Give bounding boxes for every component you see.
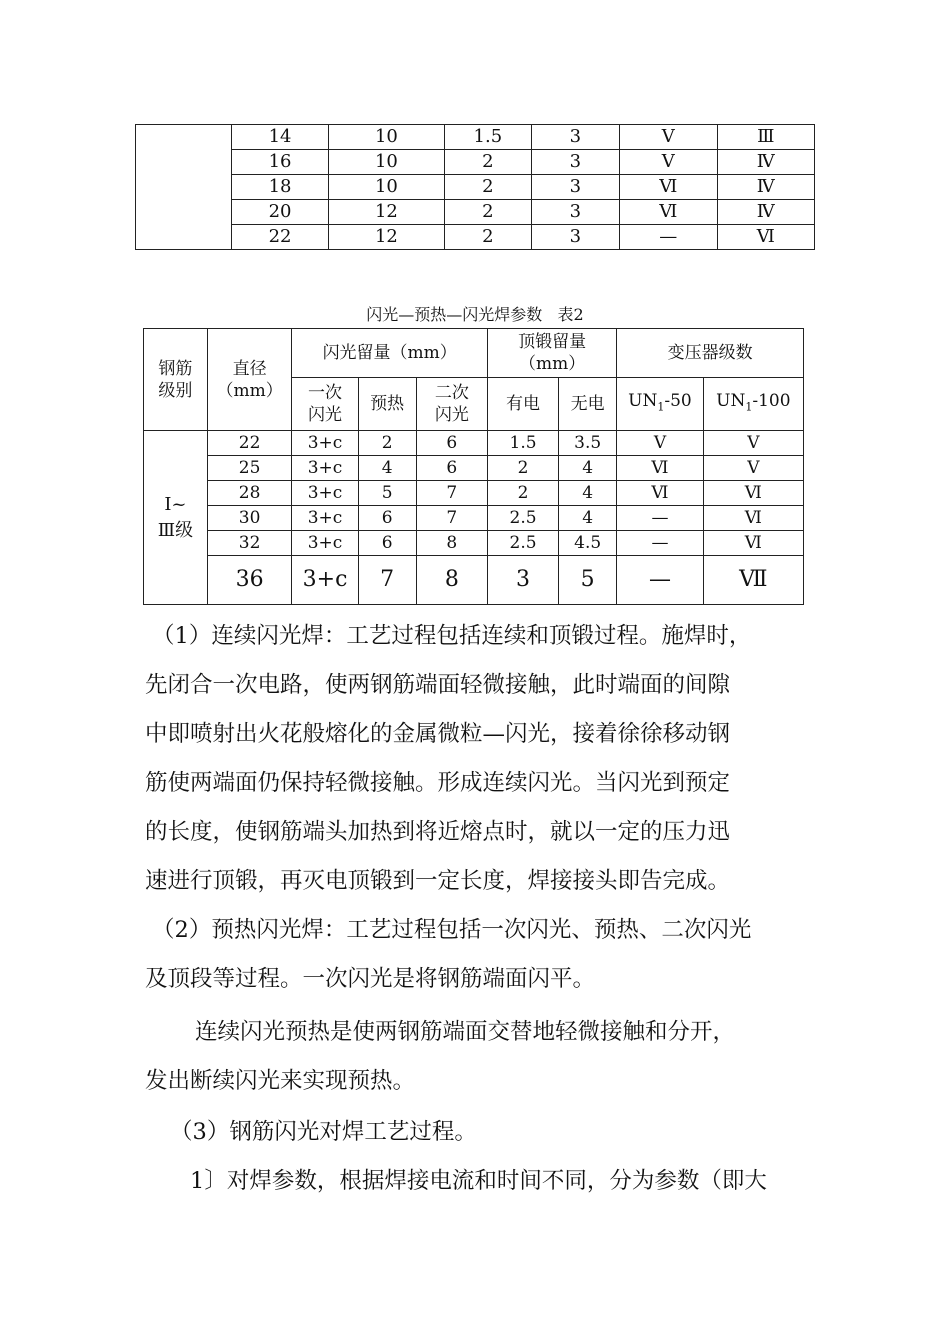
paragraph-process-heading bbox=[170, 1108, 835, 1157]
text-line: 连续闪光预热是使两钢筋端面交替地轻微接触和分开， bbox=[195, 1019, 736, 1045]
table-cell: Ⅵ bbox=[703, 481, 803, 506]
text-line: 筋使两端面仍保持轻微接触。形成连续闪光。当闪光到预定 bbox=[145, 770, 731, 796]
table-cell: 10 bbox=[328, 125, 444, 150]
table-cell: 3+c bbox=[292, 531, 358, 556]
text-line: 的长度，使钢筋端头加热到将近熔点时，就以一定的压力迅 bbox=[145, 819, 731, 845]
table-cell: 25 bbox=[207, 456, 292, 481]
table-cell: Ⅵ bbox=[717, 225, 814, 250]
table-cell: — bbox=[617, 556, 703, 605]
table-cell: 4 bbox=[559, 456, 617, 481]
table-row bbox=[144, 456, 804, 481]
table-cell: Ⅴ bbox=[703, 431, 803, 456]
table-cell: 6 bbox=[358, 506, 416, 531]
text-line: 先闭合一次电路，使两钢筋端面轻微接触，此时端面的间隙 bbox=[145, 672, 731, 698]
table-cell: 6 bbox=[416, 456, 487, 481]
table-cell: 12 bbox=[328, 225, 444, 250]
table-cell: 22 bbox=[232, 225, 328, 250]
paragraph-continuous-flash bbox=[145, 612, 817, 906]
table-cell: 2 bbox=[445, 150, 532, 175]
paragraph-continuous-preheat bbox=[145, 1008, 860, 1106]
table-cell: Ⅳ bbox=[717, 150, 814, 175]
table-cell: 14 bbox=[232, 125, 328, 150]
table-cell: Ⅶ bbox=[703, 556, 803, 605]
table-cell: Ⅵ bbox=[620, 175, 717, 200]
table-cell: 7 bbox=[416, 506, 487, 531]
table-cell: 4 bbox=[358, 456, 416, 481]
text-line: （1）连续闪光焊：工艺过程包括连续和顶锻过程。施焊时， bbox=[152, 623, 752, 649]
table-cell: 16 bbox=[232, 150, 328, 175]
text-line: 发出断续闪光来实现预热。 bbox=[145, 1068, 416, 1094]
table-cell: 3.5 bbox=[559, 431, 617, 456]
table-cell: 2.5 bbox=[488, 506, 559, 531]
table-cell: — bbox=[617, 531, 703, 556]
un100-prefix: UN bbox=[716, 390, 746, 411]
table-cell: 7 bbox=[416, 481, 487, 506]
table-cell: Ⅵ bbox=[617, 481, 703, 506]
table-2-flash-preheat-parameters bbox=[143, 328, 804, 605]
header-diameter: 直径 （mm） bbox=[207, 329, 292, 431]
header-with-current: 有电 bbox=[488, 378, 559, 431]
table-cell: Ⅴ bbox=[620, 125, 717, 150]
table-cell: Ⅴ bbox=[617, 431, 703, 456]
text-line: （2）预热闪光焊：工艺过程包括一次闪光、预热、二次闪光 bbox=[152, 917, 752, 943]
table-cell: 32 bbox=[207, 531, 292, 556]
table-cell: 3+c bbox=[292, 506, 358, 531]
table-cell: 1.5 bbox=[445, 125, 532, 150]
text-line: （3）钢筋闪光对焊工艺过程。 bbox=[170, 1119, 477, 1145]
text-line: 1〕对焊参数，根据焊接电流和时间不同，分为参数（即大 bbox=[190, 1168, 767, 1194]
table-cell: 4.5 bbox=[559, 531, 617, 556]
table-cell: 3 bbox=[531, 200, 619, 225]
header-preheat: 预热 bbox=[358, 378, 416, 431]
table-cell: 3 bbox=[531, 225, 619, 250]
text-line: 及顶段等过程。一次闪光是将钢筋端面闪平。 bbox=[145, 966, 596, 992]
table-cell: Ⅵ bbox=[703, 531, 803, 556]
table-cell: 2 bbox=[445, 175, 532, 200]
header-second-flash: 二次 闪光 bbox=[416, 378, 487, 431]
table-cell: 8 bbox=[416, 556, 487, 605]
un50-prefix: UN bbox=[628, 390, 658, 411]
table-cell: 5 bbox=[358, 481, 416, 506]
table-cell: 2 bbox=[488, 481, 559, 506]
table-2-caption: 闪光—预热—闪光焊参数 表2 bbox=[366, 305, 584, 324]
table-cell: 20 bbox=[232, 200, 328, 225]
table-cell: 10 bbox=[328, 150, 444, 175]
table-cell: 3 bbox=[531, 125, 619, 150]
table-row bbox=[136, 225, 815, 250]
table-cell-empty bbox=[136, 125, 232, 250]
table-cell: 3+c bbox=[292, 556, 358, 605]
table-cell: 3+c bbox=[292, 431, 358, 456]
table-cell: 30 bbox=[207, 506, 292, 531]
table-cell: 28 bbox=[207, 481, 292, 506]
table-cell: 5 bbox=[559, 556, 617, 605]
un50-sub: 1 bbox=[657, 400, 665, 414]
header-un1-100 bbox=[703, 378, 803, 431]
table-cell: 2 bbox=[445, 225, 532, 250]
table-cell: 10 bbox=[328, 175, 444, 200]
table-cell: Ⅴ bbox=[703, 456, 803, 481]
header-upset-allowance: 顶锻留量 （mm） bbox=[488, 329, 617, 378]
table-cell: — bbox=[620, 225, 717, 250]
table-row bbox=[144, 481, 804, 506]
table-cell: 22 bbox=[207, 431, 292, 456]
un100-sub: 1 bbox=[745, 400, 753, 414]
table-cell: Ⅵ bbox=[620, 200, 717, 225]
table-row bbox=[144, 431, 804, 456]
paragraph-welding-parameters bbox=[190, 1157, 855, 1206]
table-cell: 3+c bbox=[292, 481, 358, 506]
grade-cell: Ⅰ~ Ⅲ级 bbox=[144, 431, 208, 605]
table-cell: 36 bbox=[207, 556, 292, 605]
table-cell: 2 bbox=[358, 431, 416, 456]
table-row bbox=[136, 200, 815, 225]
table-cell: Ⅴ bbox=[620, 150, 717, 175]
table-cell: Ⅲ bbox=[717, 125, 814, 150]
header-un1-50 bbox=[617, 378, 703, 431]
table-cell: 3+c bbox=[292, 456, 358, 481]
table-row bbox=[136, 150, 815, 175]
table-1-continuation bbox=[135, 124, 815, 250]
table-cell: 8 bbox=[416, 531, 487, 556]
table-row bbox=[144, 531, 804, 556]
table-header-row bbox=[144, 329, 804, 378]
un50-suffix: -50 bbox=[664, 390, 692, 411]
header-first-flash: 一次 闪光 bbox=[292, 378, 358, 431]
table-cell: 3 bbox=[531, 175, 619, 200]
table-cell: 3 bbox=[488, 556, 559, 605]
paragraph-preheat-flash bbox=[145, 906, 817, 1004]
table-cell: 12 bbox=[328, 200, 444, 225]
table-cell: 18 bbox=[232, 175, 328, 200]
table-cell: 6 bbox=[358, 531, 416, 556]
text-line: 速进行顶锻，再灭电顶锻到一定长度，焊接接头即告完成。 bbox=[145, 868, 731, 894]
header-flash-allowance: 闪光留量（mm） bbox=[292, 329, 488, 378]
header-transformer: 变压器级数 bbox=[617, 329, 804, 378]
un100-suffix: -100 bbox=[752, 390, 791, 411]
table-cell: Ⅳ bbox=[717, 175, 814, 200]
table-cell: 3 bbox=[531, 150, 619, 175]
header-no-current: 无电 bbox=[559, 378, 617, 431]
header-grade: 钢筋 级别 bbox=[144, 329, 208, 431]
table-cell: 6 bbox=[416, 431, 487, 456]
table-row bbox=[136, 175, 815, 200]
table-cell: 1.5 bbox=[488, 431, 559, 456]
table-cell: 2 bbox=[445, 200, 532, 225]
table-cell: Ⅵ bbox=[617, 456, 703, 481]
table-row bbox=[136, 125, 815, 150]
table-cell: 4 bbox=[559, 481, 617, 506]
table-cell: Ⅳ bbox=[717, 200, 814, 225]
text-line: 中即喷射出火花般熔化的金属微粒—闪光，接着徐徐移动钢 bbox=[145, 721, 731, 747]
table-cell: 4 bbox=[559, 506, 617, 531]
table-row bbox=[144, 506, 804, 531]
table-cell: — bbox=[617, 506, 703, 531]
table-cell: 7 bbox=[358, 556, 416, 605]
table-row bbox=[144, 556, 804, 605]
table-cell: 2.5 bbox=[488, 531, 559, 556]
table-cell: 2 bbox=[488, 456, 559, 481]
table-cell: Ⅵ bbox=[703, 506, 803, 531]
